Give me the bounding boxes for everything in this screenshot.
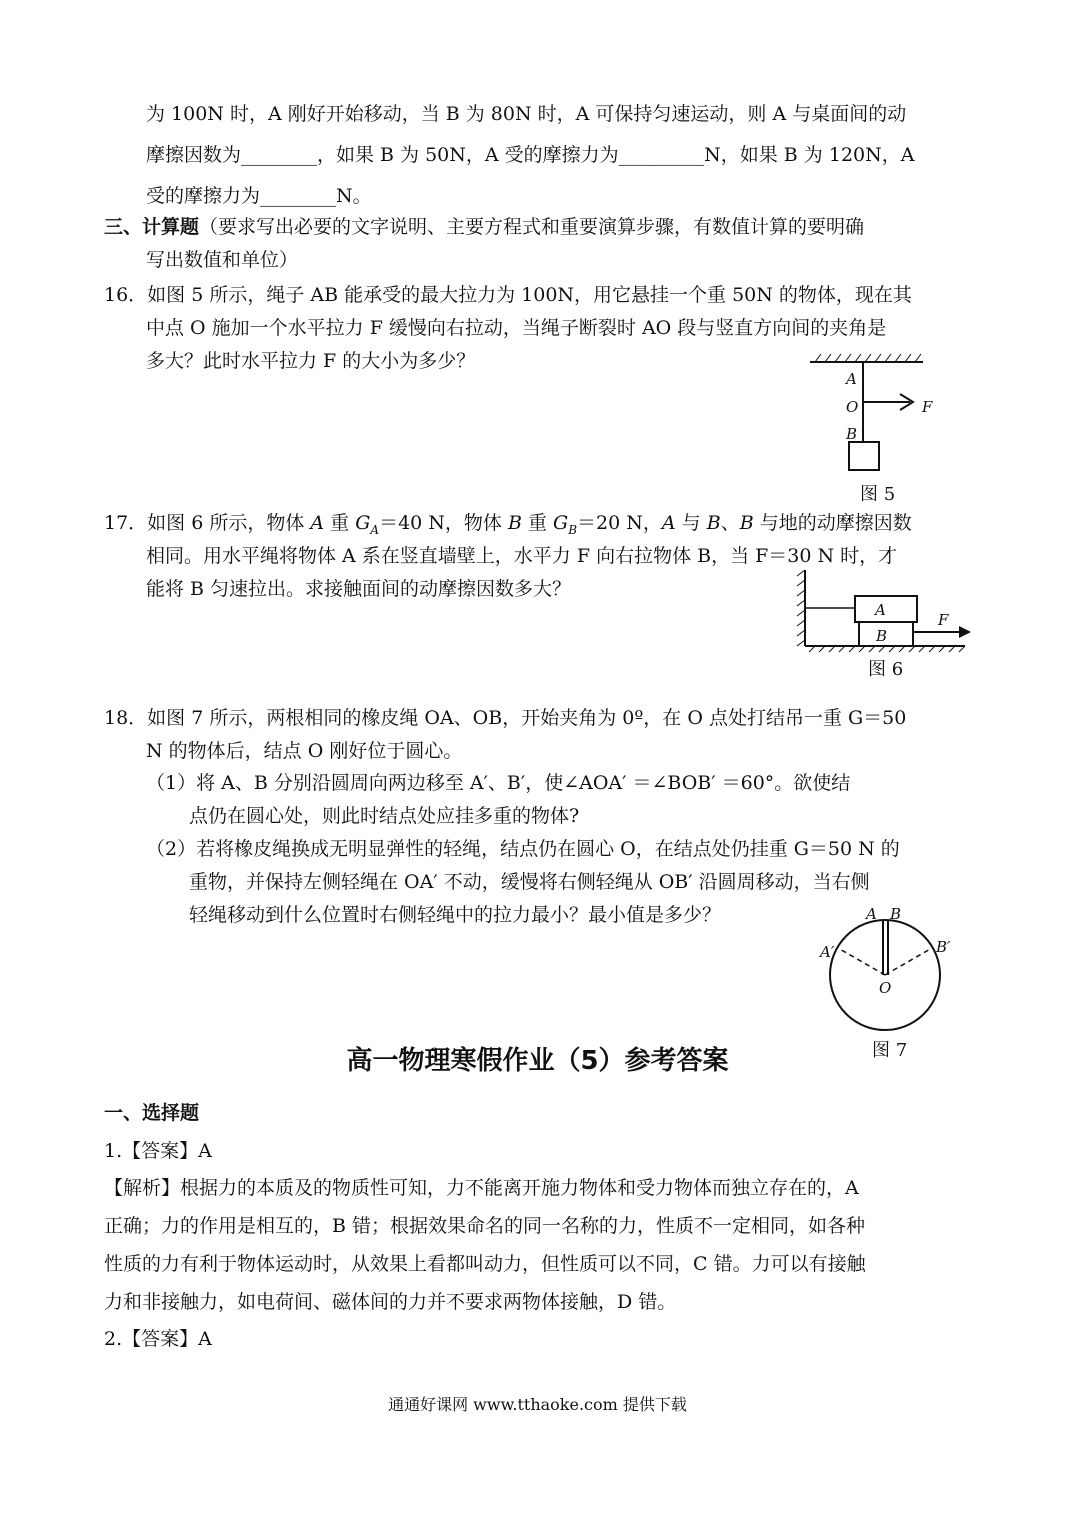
q18-part1-line-1: （1）将 A、B 分别沿圆周向两边移至 A′、B′，使∠AOA′ ＝∠BOB′ ＝60°。欲使结 [146,772,851,794]
footer: 通通好课网 www.tthaoke.com 提供下载 [388,1395,687,1414]
fig6-label-f: F [938,611,949,629]
fig7-label-a-prime: A′ [820,943,835,961]
q15-line-3: 受的摩擦力为________N。 [146,185,372,207]
explanation-1-line-2: 正确；力的作用是相互的，B 错；根据效果命名的同一名称的力，性质不一定相同，如各种 [104,1215,866,1237]
fig7-label-a: A [866,905,877,923]
q16-line-1: 16．如图 5 所示，绳子 AB 能承受的最大拉力为 100N，用它悬挂一个重 50N 的物体，现在其 [104,284,912,306]
section-3-desc: （要求写出必要的文字说明、主要方程式和重要演算步骤，有数值计算的要明确 [199,216,865,238]
q17-line-2: 相同。用水平绳将物体 A 系在竖直墙壁上，水平力 F 向右拉物体 B，当 F＝30 N 时，才 [146,545,898,567]
figure-5 [805,352,965,492]
answers-title: 高一物理寒假作业（5）参考答案 [346,1046,729,1076]
q16-line-2: 中点 O 施加一个水平拉力 F 缓慢向右拉动，当绳子断裂时 AO 段与竖直方向间的夹角是 [146,317,887,339]
q15-line-1: 为 100N 时，A 刚好开始移动，当 B 为 80N 时，A 可保持匀速运动，则 A 与桌面间的动 [146,103,907,125]
fig7-caption: 图 7 [872,1040,908,1061]
q18-part2-line-3: 轻绳移动到什么位置时右侧轻绳中的拉力最小？最小值是多少？ [189,904,722,926]
explanation-1-line-3: 性质的力有利于物体运动时，从效果上看都叫动力，但性质可以不同，C 错。力可以有接触 [104,1253,866,1275]
fig7-label-o: O [879,979,892,997]
q16-line-3: 多大？此时水平拉力 F 的大小为多少？ [146,350,476,372]
fig6-label-a: A [875,601,886,619]
q18-part2-line-1: （2）若将橡皮绳换成无明显弹性的轻绳，结点仍在圆心 O，在结点处仍挂重 G＝50 N 的 [146,838,900,860]
fig5-label-b: B [846,425,858,443]
fig7-label-b: B [890,905,902,923]
section-3-heading [104,214,864,240]
fig7-label-b-prime: B′ [936,938,951,956]
q17-line-1: 17．如图 6 所示，物体 A 重 $G_A=40$ N，物体 B 重 $G_B=20$ N，A 与 B、B 与地的动摩擦因数 [104,512,912,537]
q15-line-2: 摩擦因数为________，如果 B 为 50N，A 受的摩擦力为_________N，如果 B 为 120N，A [146,144,915,166]
fig5-label-f: F [922,398,933,416]
fig5-label-a: A [846,370,857,388]
explanation-1-line-4: 力和非接触力，如电荷间、磁体间的力并不要求两物体接触，D 错。 [104,1291,677,1313]
q18-line-2: N 的物体后，结点 O 刚好位于圆心。 [146,740,463,762]
answer-1: 1.【答案】A [104,1140,212,1162]
q18-part2-line-2: 重物，并保持左侧轻绳在 OA′ 不动，缓慢将右侧轻绳从 OB′ 沿圆周移动，当右侧 [189,871,870,893]
fig6-label-b: B [876,627,888,645]
answer-2: 2.【答案】A [104,1328,212,1350]
fig6-caption: 图 6 [868,659,904,680]
q17-line-3: 能将 B 匀速拉出。求接触面间的动摩擦因数多大？ [146,578,572,600]
explanation-1-line-1: 【解析】根据力的本质及的物质性可知，力不能离开施力物体和受力物体而独立存在的，A [104,1177,859,1199]
q18-line-1: 18．如图 7 所示，两根相同的橡皮绳 OA、OB，开始夹角为 0º，在 O 点处打结吊一重 G＝50 [104,707,907,729]
section-3-title: 三、计算题 [104,216,200,238]
section-3-desc-2: 写出数值和单位） [146,249,299,271]
fig5-caption: 图 5 [860,484,896,505]
fig5-label-o: O [846,398,859,416]
answers-section-1: 一、选择题 [104,1102,200,1124]
q18-part1-line-2: 点仍在圆心处，则此时结点处应挂多重的物体? [189,805,580,827]
